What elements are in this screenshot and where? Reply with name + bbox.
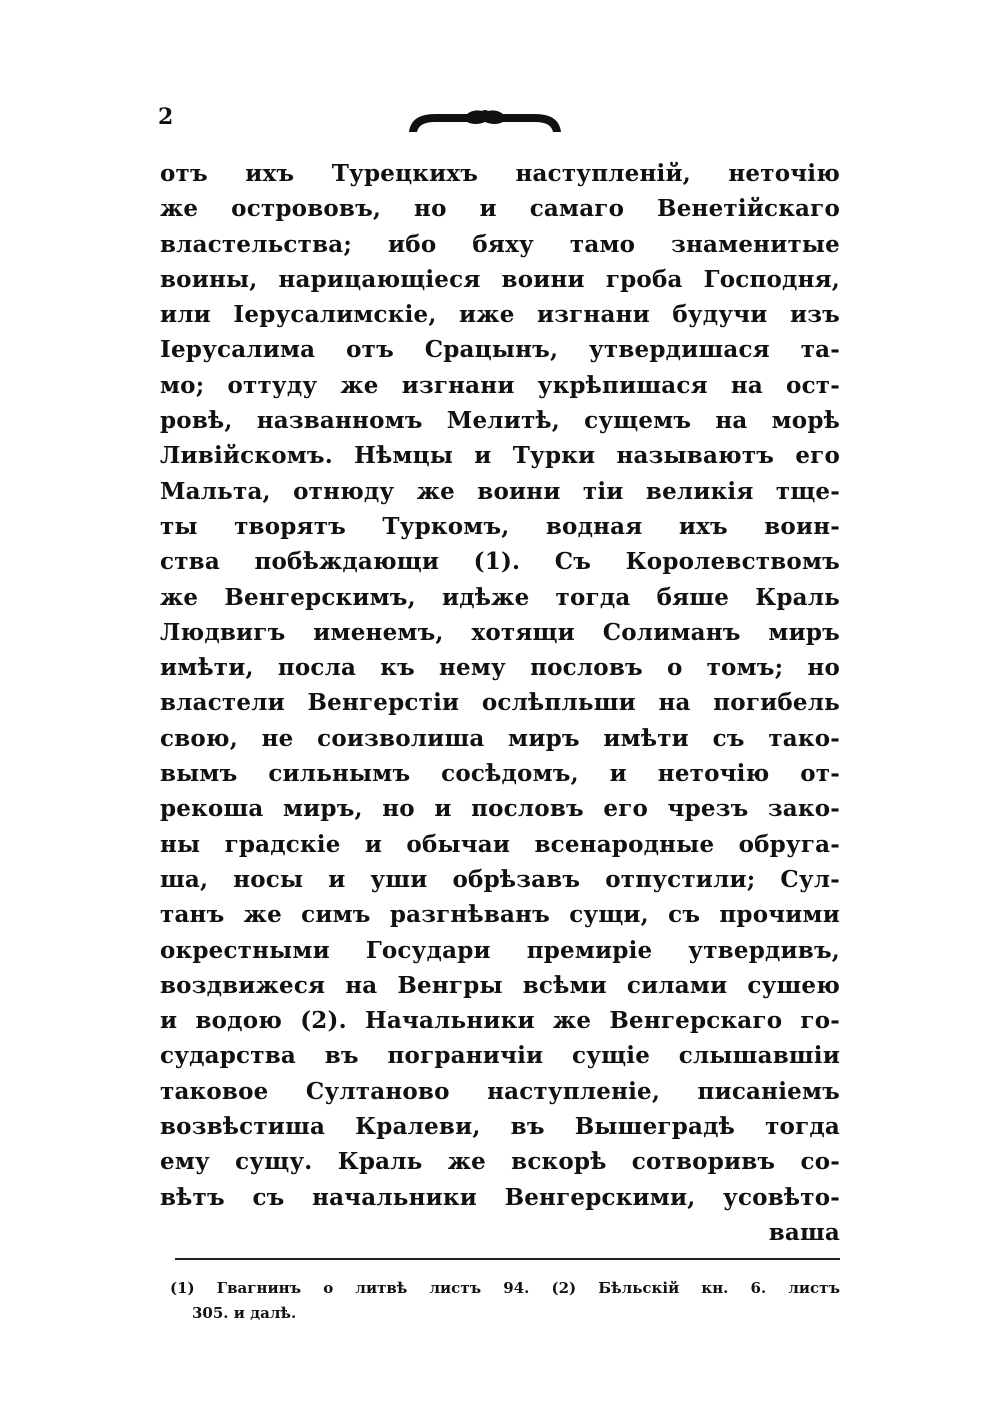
text-line: мо; оттуду же изгнани укрѣпишася на ост- bbox=[160, 371, 840, 399]
footnotes bbox=[170, 1276, 840, 1326]
text-line: властели Венгерстіи ослѣпльши на погибель bbox=[160, 689, 840, 717]
text-line: возвѣстиша Кралеви, въ Вышеградѣ тогда bbox=[160, 1113, 840, 1141]
text-line: Ливійскомъ. Нѣмцы и Турки называютъ его bbox=[160, 442, 840, 470]
text-line: танъ же симъ разгнѣванъ сущи, съ прочими bbox=[160, 901, 840, 929]
footnote-line: (1) Гвагнинъ о литвѣ листъ 94. (2) Бѣльскій кн. 6. листъ bbox=[170, 1279, 840, 1297]
text-line: ваша bbox=[768, 1218, 840, 1246]
text-line: ты творятъ Туркомъ, водная ихъ воин- bbox=[160, 512, 840, 540]
text-line: имѣти, посла къ нему пословъ о томъ; но bbox=[160, 654, 840, 682]
text-line: отъ ихъ Турецкихъ наступленій, неточію bbox=[160, 160, 840, 187]
text-line: же острововъ, но и самаго Венетійскаго bbox=[160, 195, 840, 223]
body-text bbox=[160, 156, 840, 1250]
text-line: и водою (2). Начальники же Венгерскаго го- bbox=[160, 1007, 840, 1035]
text-line: вѣтъ съ начальники Венгерскими, усовѣто- bbox=[160, 1183, 840, 1211]
text-line: рекоша миръ, но и пословъ его чрезъ зако- bbox=[160, 795, 840, 823]
footnote-line: 305. и далѣ. bbox=[192, 1304, 297, 1322]
text-line: ша, носы и уши обрѣзавъ отпустили; Сул- bbox=[160, 865, 840, 893]
text-line: или Іерусалимскіе, иже изгнани будучи изъ bbox=[160, 301, 840, 329]
text-line: ны градскіе и обычаи всенародные обруга- bbox=[160, 830, 840, 858]
ornament-icon bbox=[405, 102, 565, 136]
text-line: Мальта, отнюду же воини тіи великія тще- bbox=[160, 477, 840, 505]
text-line: же Венгерскимъ, идѣже тогда бяше Краль bbox=[160, 583, 840, 611]
text-line: ства побѣждающи (1). Съ Королевствомъ bbox=[160, 548, 840, 576]
text-line: воины, нарицающіеся воини гроба Господня, bbox=[160, 265, 840, 293]
footnote-divider bbox=[175, 1258, 840, 1260]
text-line: властельства; ибо бяху тамо знаменитые bbox=[160, 230, 840, 258]
text-line: воздвижеся на Венгры всѣми силами сушею bbox=[160, 971, 840, 999]
text-line: окрестными Государи премиріе утвердивъ, bbox=[160, 936, 840, 964]
text-line: ему сущу. Краль же вскорѣ сотворивъ со- bbox=[160, 1148, 840, 1176]
text-line: свою, не соизволиша миръ имѣти съ тако- bbox=[160, 724, 840, 752]
text-line: ровѣ, названномъ Мелитѣ, сущемъ на морѣ bbox=[160, 407, 840, 435]
text-line: Людвигъ именемъ, хотящи Солиманъ миръ bbox=[160, 618, 840, 646]
text-line: вымъ сильнымъ сосѣдомъ, и неточію от- bbox=[160, 760, 840, 788]
text-line: Іерусалима отъ Срацынъ, утвердишася та- bbox=[160, 336, 840, 364]
page-number: 2 bbox=[158, 104, 174, 130]
text-line: сударства въ пограничіи сущіе слышавшіи bbox=[160, 1042, 840, 1070]
text-line: таковое Султаново наступленіе, писаніемъ bbox=[160, 1077, 840, 1105]
